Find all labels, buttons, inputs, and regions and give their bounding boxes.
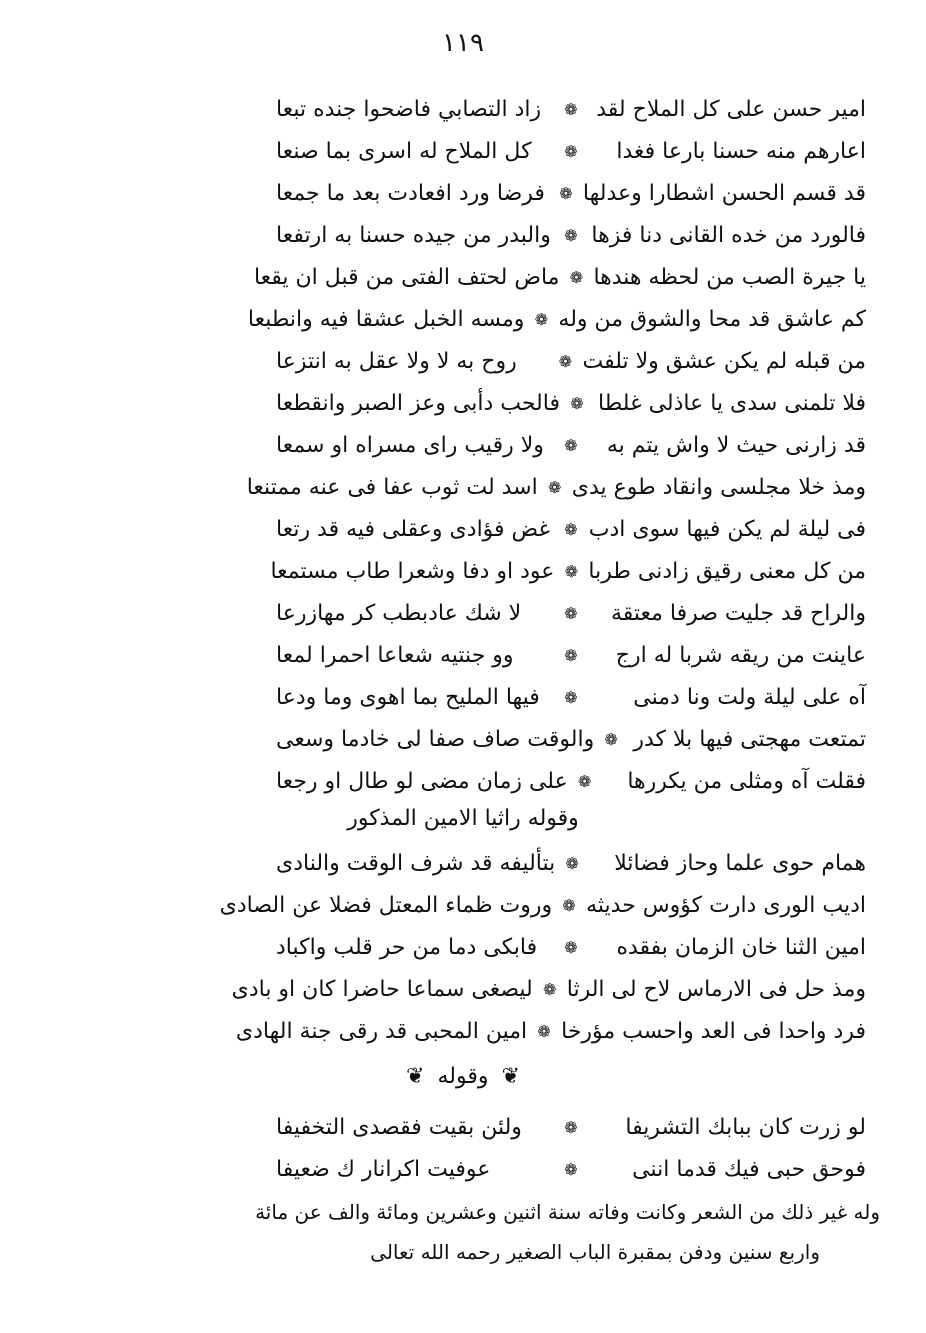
second-hemistich: اسد لت ثوب عفا فى عنه ممتنعا bbox=[246, 474, 538, 500]
second-hemistich: وو جنتيه شعاعا احمرا لمعا bbox=[276, 642, 514, 668]
second-hemistich: ولئن بقيت فقصدى التخفيفا bbox=[276, 1114, 522, 1140]
second-hemistich: روح به لا ولا عقل به انتزعا bbox=[276, 348, 517, 374]
first-hemistich: من كل معنى رقيق زادنى طربا bbox=[588, 558, 866, 584]
first-hemistich: فالورد من خده القانى دنا فزها bbox=[591, 222, 866, 248]
first-hemistich: اعارهم منه حسنا بارعا فغدا bbox=[616, 138, 866, 164]
second-hemistich: كل الملاح له اسرى بما صنعا bbox=[276, 138, 532, 164]
verse-line bbox=[276, 760, 866, 802]
first-hemistich: كم عاشق قد محا والشوق من وله bbox=[558, 306, 866, 332]
second-hemistich: بتأليفه قد شرف الوقت والنادى bbox=[276, 850, 556, 876]
verse-line bbox=[276, 508, 866, 550]
first-hemistich: همام حوى علما وحاز فضائلا bbox=[614, 850, 866, 876]
second-hemistich: ولا رقيب راى مسراه او سمعا bbox=[276, 432, 544, 458]
first-hemistich: ومذ حل فى الارماس لاح لى الرثا bbox=[566, 976, 866, 1002]
second-hemistich: لا شك عادبطب كر مهازرعا bbox=[276, 600, 522, 626]
verse-line bbox=[246, 466, 866, 508]
prose-line: واربع سنين ودفن بمقبرة الباب الصغير رحمه الله تعالى bbox=[370, 1240, 820, 1264]
second-hemistich: زاد التصابي فاضحوا جنده تبعا bbox=[276, 96, 542, 122]
verse-line bbox=[276, 88, 866, 130]
verse-separator-icon: ❁ bbox=[559, 183, 573, 203]
verse-line bbox=[219, 884, 866, 926]
first-hemistich: فقلت آه ومثلى من يكررها bbox=[627, 768, 866, 794]
second-hemistich: غض فؤادى وعقلى فيه قد رتعا bbox=[276, 516, 551, 542]
verse-line bbox=[270, 550, 866, 592]
first-hemistich: يا جيرة الصب من لحظه هندها bbox=[593, 264, 866, 290]
verse-line bbox=[276, 1148, 866, 1190]
verse-line bbox=[276, 1106, 866, 1148]
second-hemistich: عوفيت اكرانار ك ضعيفا bbox=[276, 1156, 491, 1182]
verse-line bbox=[231, 968, 866, 1010]
verse-separator-icon: ❁ bbox=[543, 979, 557, 999]
second-hemistich: امين المحبى قد رقى جنة الهادى bbox=[235, 1018, 528, 1044]
first-hemistich: امير حسن على كل الملاح لقد bbox=[596, 96, 866, 122]
verse-line bbox=[276, 634, 866, 676]
poem-section-c bbox=[276, 1106, 866, 1190]
first-hemistich: عاينت من ريقه شربا له ارج bbox=[615, 642, 866, 668]
first-hemistich: تمتعت مهجتى فيها بلا كدر bbox=[633, 726, 866, 752]
section-heading-wa-qawluhu bbox=[0, 1064, 926, 1089]
verse-separator-icon: ❁ bbox=[564, 687, 578, 707]
verse-line bbox=[276, 340, 866, 382]
verse-line bbox=[276, 842, 866, 884]
first-hemistich: امين الثنا خان الزمان بفقده bbox=[616, 934, 866, 960]
second-hemistich: ماض لحتف الفتى من قبل ان يقعا bbox=[253, 264, 560, 290]
verse-separator-icon: ❁ bbox=[564, 225, 578, 245]
first-hemistich: من قبله لم يكن عشق ولا تلفت bbox=[582, 348, 866, 374]
verse-separator-icon: ❁ bbox=[564, 937, 578, 957]
verse-separator-icon: ❁ bbox=[564, 645, 578, 665]
second-hemistich: والوقت صاف صفا لى خادما وسعى bbox=[276, 726, 595, 752]
first-hemistich: قد قسم الحسن اشطارا وعدلها bbox=[582, 180, 866, 206]
verse-line bbox=[276, 676, 866, 718]
first-hemistich: فى ليلة لم يكن فيها سوى ادب bbox=[588, 516, 866, 542]
first-hemistich: لو زرت كان ببابك التشريفا bbox=[625, 1114, 866, 1140]
verse-separator-icon: ❁ bbox=[569, 267, 584, 287]
verse-separator-icon: ❁ bbox=[562, 895, 576, 915]
verse-separator-icon: ❁ bbox=[537, 1021, 551, 1041]
heading-text: وقوله bbox=[437, 1064, 489, 1089]
poem-section-b bbox=[219, 842, 866, 1052]
verse-line bbox=[276, 926, 866, 968]
verse-separator-icon: ❁ bbox=[565, 853, 579, 873]
verse-line bbox=[276, 424, 866, 466]
second-hemistich: فرضا ورد افعادت بعد ما جمعا bbox=[276, 180, 545, 206]
verse-line bbox=[253, 256, 866, 298]
first-hemistich: فرد واحدا فى العد واحسب مؤرخا bbox=[561, 1018, 866, 1044]
second-hemistich: عود او دفا وشعرا طاب مستمعا bbox=[270, 558, 555, 584]
first-hemistich: فلا تلمنى سدى يا عاذلى غلطا bbox=[598, 390, 866, 416]
first-hemistich: والراح قد جليت صرفا معتقة bbox=[610, 600, 866, 626]
second-hemistich: على زمان مضى لو طال او رجعا bbox=[276, 768, 568, 794]
verse-separator-icon: ❁ bbox=[570, 393, 584, 413]
verse-separator-icon: ❁ bbox=[578, 771, 592, 791]
second-hemistich: فابكى دما من حر قلب واكباد bbox=[276, 934, 538, 960]
verse-separator-icon: ❁ bbox=[564, 1117, 578, 1137]
verse-separator-icon: ❁ bbox=[564, 99, 578, 119]
second-hemistich: فالحب دأبى وعز الصبر وانقطعا bbox=[276, 390, 560, 416]
first-hemistich: قد زارنى حيث لا واش يتم به bbox=[606, 432, 866, 458]
poem-section-a bbox=[246, 88, 866, 802]
prose-paragraph bbox=[40, 1192, 880, 1272]
first-hemistich: فوحق حبى فيك قدما اننى bbox=[632, 1156, 866, 1182]
second-hemistich: وروت ظماء المعتل فضلا عن الصادى bbox=[219, 892, 553, 918]
first-hemistich: آه على ليلة ولت ونا دمنى bbox=[633, 684, 866, 710]
verse-separator-icon: ❁ bbox=[564, 561, 579, 581]
verse-line bbox=[276, 172, 866, 214]
verse-line bbox=[247, 298, 866, 340]
first-hemistich: ومذ خلا مجلسى وانقاد طوع يدى bbox=[571, 474, 866, 500]
second-hemistich: والبدر من جيده حسنا به ارتفعا bbox=[276, 222, 551, 248]
verse-separator-icon: ❁ bbox=[534, 309, 549, 329]
prose-line: وله غير ذلك من الشعر وكانت وفاته سنة اثنين وعشرين ومائة والف عن مائة bbox=[255, 1200, 880, 1224]
verse-separator-icon: ❁ bbox=[564, 603, 578, 623]
verse-line bbox=[276, 718, 866, 760]
verse-line bbox=[276, 130, 866, 172]
ornament-icon: ❦ bbox=[501, 1064, 520, 1089]
second-hemistich: ومسه الخبل عشقا فيه وانطبعا bbox=[247, 306, 525, 332]
section-heading-elegy: وقوله راثيا الامين المذكور bbox=[347, 806, 579, 831]
verse-separator-icon: ❁ bbox=[548, 477, 562, 497]
first-hemistich: اديب الورى دارت كؤوس حديثه bbox=[586, 892, 866, 918]
verse-separator-icon: ❁ bbox=[564, 435, 578, 455]
verse-separator-icon: ❁ bbox=[564, 1159, 578, 1179]
verse-separator-icon: ❁ bbox=[558, 351, 573, 371]
second-hemistich: ليصغى سماعا حاضرا كان او بادى bbox=[231, 976, 533, 1002]
verse-line bbox=[276, 214, 866, 256]
verse-separator-icon: ❁ bbox=[604, 729, 618, 749]
verse-separator-icon: ❁ bbox=[564, 141, 578, 161]
ornament-icon: ❦ bbox=[406, 1064, 425, 1089]
verse-line bbox=[276, 592, 866, 634]
verse-line bbox=[276, 382, 866, 424]
verse-separator-icon: ❁ bbox=[564, 519, 578, 539]
second-hemistich: فيها المليح بما اهوى وما ودعا bbox=[276, 684, 540, 710]
page-number: ١١٩ bbox=[442, 28, 484, 58]
verse-line bbox=[235, 1010, 866, 1052]
